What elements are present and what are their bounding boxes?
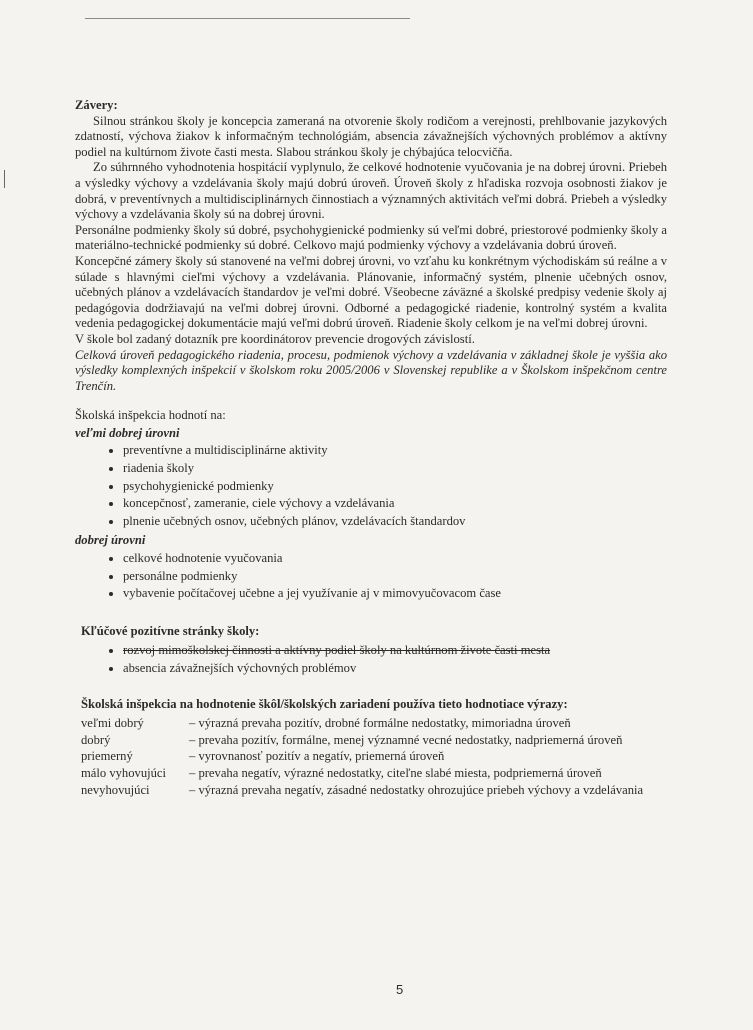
rating-row xyxy=(81,733,667,749)
conclusions-italic-summary: Celková úroveň pedagogického riadenia, procesu, podmienok výchovy a vzdelávania v základnej škole je vyššia ako výsledky komplexných inšpekcií v školskom roku 2005/2006 v Slovenskej republike a v Školskom inšpekčnom centre Trenčín. xyxy=(75,347,667,393)
conclusions-paragraph-4: Koncepčné zámery školy sú stanovené na veľmi dobrej úrovni, vo vzťahu ku konkrétnym východiskám sú reálne a v súlade s hlavnými cieľmi výchovy a vzdelávania. Plánovanie, informačný systém, plnenie učebných osnov, učebných plánov a vzdelávacích štandardov je veľmi dobré. Všeobecne záväzné a školské predpisy vedenie školy aj pedagógovia dodržiavajú na veľmi dobrej úrovni. Odborné a pedagogické riadenie, kontrolný systém a kvalita vedenia pedagogickej dokumentácie majú veľmi dobrú úroveň. Riadenie školy celkom je na veľmi dobrej úrovni. xyxy=(75,253,667,331)
rating-term: nevyhovujúci xyxy=(81,782,150,797)
rating-term: málo vyhovujúci xyxy=(81,765,166,780)
rating-description: – prevaha negatív, výrazné nedostatky, citeľne slabé miesta, podpriemerná úroveň xyxy=(189,765,602,780)
assessment-intro: Školská inšpekcia hodnotí na: xyxy=(75,408,226,423)
rating-row xyxy=(81,783,667,799)
list-item: • koncepčnosť, zameranie, ciele výchovy a vzdelávania xyxy=(123,496,667,512)
list-item: • rozvoj mimoškolskej činnosti a aktívny podiel školy na kultúrnom živote časti mesta xyxy=(123,643,667,659)
very-good-list xyxy=(75,443,667,529)
conclusions-paragraph-5: V škole bol zadaný dotazník pre koordinátorov prevencie drogových závislostí. xyxy=(75,331,475,346)
scan-edge-mark xyxy=(4,170,5,188)
list-item: • celkové hodnotenie vyučovania xyxy=(123,551,667,567)
report-body xyxy=(75,98,667,799)
list-item: • absencia závažnejších výchovných problémov xyxy=(123,661,667,677)
strengths-list xyxy=(75,643,667,676)
rating-term: veľmi dobrý xyxy=(81,716,144,731)
rating-scale-table xyxy=(75,716,667,798)
conclusions-paragraph-3: Personálne podmienky školy sú dobré, psychohygienické podmienky sú veľmi dobré, priestorové podmienky školy a materiálno-technické podmienky sú dobré. Celkovo majú podmienky výchovy a vzdelávania dobrú úroveň. xyxy=(75,222,667,253)
list-item: • personálne podmienky xyxy=(123,569,667,585)
list-item: • psychohygienické podmienky xyxy=(123,479,667,495)
list-item: • riadenia školy xyxy=(123,461,667,477)
conclusions-paragraph-2: Zo súhrnného vyhodnotenia hospitácií vyplynulo, že celkové hodnotenie vyučovania je na dobrej úrovni. Priebeh a výsledky výchovy a vzdelávania školy majú dobrú úroveň. Úroveň školy z hľadiska rozvoja osobnosti žiakov je dobrá, v preventívnych a multidisciplinárnych činnostiach a významných aktivitách veľmi dobrá. Priebeh a výsledky výchovy a vzdelávania školy sú na dobrej úrovni. xyxy=(75,160,667,222)
page-number: 5 xyxy=(396,982,404,997)
list-item: • vybavenie počítačovej učebne a jej využívanie aj v mimovyučovacom čase xyxy=(123,586,667,602)
list-item: • plnenie učebných osnov, učebných plánov, vzdelávacích štandardov xyxy=(123,514,667,530)
rating-description: – vyrovnanosť pozitív a negatív, priemerná úroveň xyxy=(189,749,445,764)
rating-scale-heading: Školská inšpekcia na hodnotenie škôl/školských zariadení používa tieto hodnotiace výrazy: xyxy=(81,696,568,711)
top-divider xyxy=(85,18,410,19)
rating-row xyxy=(81,749,667,765)
rating-description: – výrazná prevaha pozitív, drobné formálne nedostatky, mimoriadna úroveň xyxy=(189,716,571,731)
rating-row xyxy=(81,716,667,732)
conclusions-paragraph-1: Silnou stránkou školy je koncepcia zameraná na otvorenie školy rodičom a verejnosti, prehlbovanie jazykových zdatností, výchova žiakov k informačným technológiám, absencia závažnejších výchovných problémov a aktívny podiel na kultúrnom živote časti mesta. Slabou stránkou školy je chýbajúca telocvičňa. xyxy=(75,113,667,159)
strengths-heading: Kľúčové pozitívne stránky školy: xyxy=(81,623,260,638)
rating-description: – prevaha pozitív, formálne, menej významné vecné nedostatky, nadpriemerná úroveň xyxy=(189,732,623,747)
good-label: dobrej úrovni xyxy=(75,533,146,548)
list-item: • preventívne a multidisciplinárne aktivity xyxy=(123,443,667,459)
rating-term: dobrý xyxy=(81,732,111,747)
rating-term: priemerný xyxy=(81,749,133,764)
very-good-label: veľmi dobrej úrovni xyxy=(75,425,180,440)
conclusions-heading: Závery: xyxy=(75,98,118,112)
good-list xyxy=(75,551,667,602)
rating-row xyxy=(81,766,667,782)
rating-description: – výrazná prevaha negatív, zásadné nedostatky ohrozujúce priebeh výchovy a vzdelávania xyxy=(189,782,644,797)
